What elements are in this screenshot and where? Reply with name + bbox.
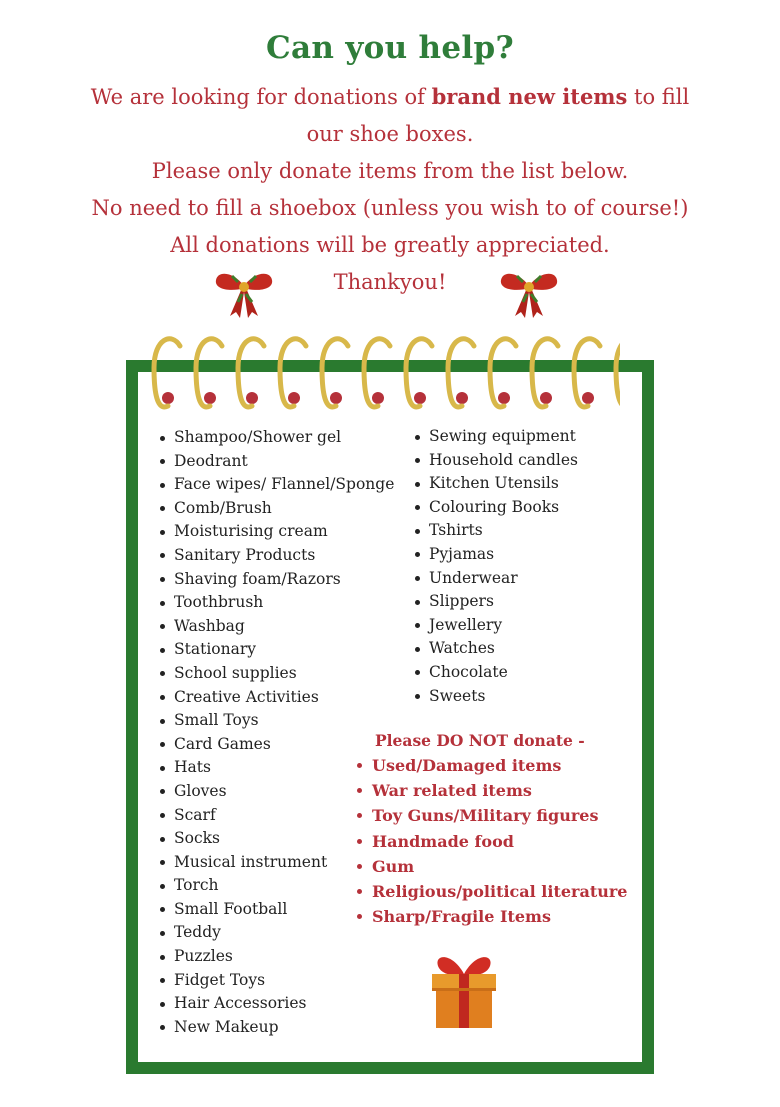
list-item: Toothbrush xyxy=(158,591,394,615)
intro-line-3: Please only donate items from the list below. xyxy=(151,159,629,183)
list-item: Household candles xyxy=(413,449,578,473)
list-item: Chocolate xyxy=(413,661,578,685)
list-item: Deodrant xyxy=(158,450,394,474)
list-item: Kitchen Utensils xyxy=(413,472,578,496)
list-item: Colouring Books xyxy=(413,496,578,520)
do-not-donate-item: Used/Damaged items xyxy=(356,753,627,778)
intro-line-4: No need to fill a shoebox (unless you wish to of course!) xyxy=(91,196,689,220)
list-item: Washbag xyxy=(158,615,394,639)
list-item: Socks xyxy=(158,827,394,851)
page-title: Can you help? xyxy=(266,30,514,66)
gift-box-icon xyxy=(426,948,502,1030)
binding-hole xyxy=(582,392,594,404)
list-item: Hats xyxy=(158,756,394,780)
intro-line-6: Thankyou! xyxy=(333,270,447,294)
intro-line-5: All donations will be greatly appreciated. xyxy=(170,233,610,257)
items-list-column-2 xyxy=(413,425,578,708)
ribbon-bow-icon xyxy=(497,264,561,320)
list-item: Torch xyxy=(158,874,394,898)
binding-hole xyxy=(540,392,552,404)
binding-hole xyxy=(456,392,468,404)
binding-hole xyxy=(162,392,174,404)
list-item: Shampoo/Shower gel xyxy=(158,426,394,450)
list-item: Musical instrument xyxy=(158,851,394,875)
do-not-donate-list xyxy=(356,753,627,929)
list-item: Fidget Toys xyxy=(158,969,394,993)
list-item: Slippers xyxy=(413,590,578,614)
do-not-donate-item: Handmade food xyxy=(356,829,627,854)
list-item: Stationary xyxy=(158,638,394,662)
binding-ring xyxy=(616,339,620,407)
do-not-donate-item: Religious/political literature xyxy=(356,879,627,904)
items-list-column-1 xyxy=(158,426,394,1039)
list-item: Scarf xyxy=(158,804,394,828)
ribbon-bow-icon xyxy=(212,264,276,320)
list-item: Shaving foam/Razors xyxy=(158,568,394,592)
intro-line-1-post: to fill xyxy=(627,85,690,109)
list-item: Pyjamas xyxy=(413,543,578,567)
intro-text xyxy=(40,78,740,301)
do-not-donate-item: War related items xyxy=(356,778,627,803)
intro-line-2: our shoe boxes. xyxy=(306,122,474,146)
list-item: Puzzles xyxy=(158,945,394,969)
list-item: Face wipes/ Flannel/Sponge xyxy=(158,473,394,497)
binding-hole xyxy=(246,392,258,404)
intro-line-1-pre: We are looking for donations of xyxy=(90,85,432,109)
list-item: Creative Activities xyxy=(158,686,394,710)
list-item: School supplies xyxy=(158,662,394,686)
list-item: Comb/Brush xyxy=(158,497,394,521)
list-item: Moisturising cream xyxy=(158,520,394,544)
list-item: Sewing equipment xyxy=(413,425,578,449)
list-item: Teddy xyxy=(158,921,394,945)
do-not-donate-heading: Please DO NOT donate - xyxy=(375,731,585,750)
intro-line-1 xyxy=(40,78,740,116)
list-item: New Makeup xyxy=(158,1016,394,1040)
list-item: Small Toys xyxy=(158,709,394,733)
list-item: Hair Accessories xyxy=(158,992,394,1016)
list-item: Card Games xyxy=(158,733,394,757)
binding-hole xyxy=(372,392,384,404)
binding-hole xyxy=(330,392,342,404)
list-item: Small Football xyxy=(158,898,394,922)
spiral-binding-icon xyxy=(140,328,620,418)
list-item: Sweets xyxy=(413,685,578,709)
binding-hole xyxy=(498,392,510,404)
list-item: Watches xyxy=(413,637,578,661)
list-item: Tshirts xyxy=(413,519,578,543)
binding-hole xyxy=(288,392,300,404)
binding-hole xyxy=(204,392,216,404)
list-item: Sanitary Products xyxy=(158,544,394,568)
intro-line-1-bold: brand new items xyxy=(431,84,628,109)
binding-hole xyxy=(414,392,426,404)
do-not-donate-item: Gum xyxy=(356,854,627,879)
list-item: Gloves xyxy=(158,780,394,804)
list-item: Jewellery xyxy=(413,614,578,638)
do-not-donate-item: Sharp/Fragile Items xyxy=(356,904,627,929)
do-not-donate-item: Toy Guns/Military figures xyxy=(356,803,627,828)
list-item: Underwear xyxy=(413,567,578,591)
